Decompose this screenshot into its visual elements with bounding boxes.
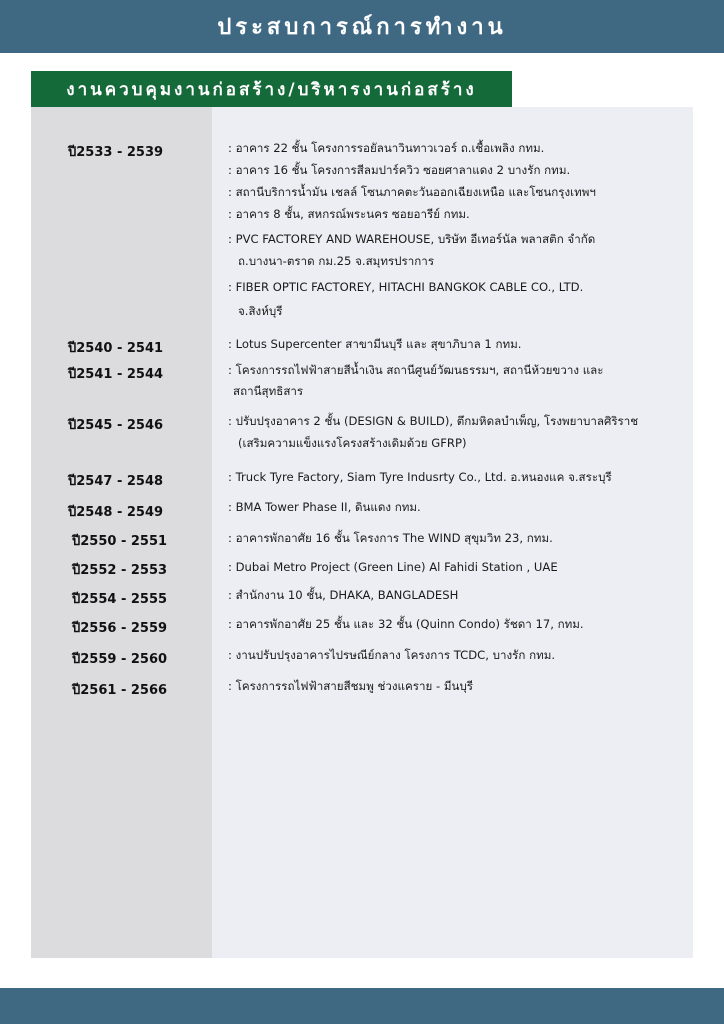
footer-bar (0, 988, 724, 1024)
entry-period: ปี2550 - 2551 (72, 534, 168, 549)
description-line: : FIBER OPTIC FACTOREY, HITACHI BANGKOK CABLE CO., LTD. (228, 280, 584, 294)
entry-description (228, 469, 688, 485)
entry-period: ปี2533 - 2539 (68, 145, 164, 160)
entry-description (228, 362, 688, 399)
entry-description (228, 530, 688, 546)
header-bar (0, 0, 724, 53)
description-line: : Dubai Metro Project (Green Line) Al Fahidi Station , UAE (228, 560, 558, 574)
description-line: สถานีสุทธิสาร (233, 384, 304, 398)
entry-period: ปี2559 - 2560 (72, 652, 168, 667)
section-title: งานควบคุมงานก่อสร้าง/บริหารงานก่อสร้าง (66, 79, 477, 100)
entry-period: ปี2545 - 2546 (68, 418, 164, 433)
description-line: : อาคาร 22 ชั้น โครงการรอยัลนาวินทาวเวอร์ ถ.เชื้อเพลิง กทม. (228, 141, 545, 155)
description-line: : สำนักงาน 10 ชั้น, DHAKA, BANGLADESH (228, 588, 459, 602)
entry-description (228, 559, 688, 575)
page-title: ประสบการณ์การทำงาน (217, 15, 507, 40)
description-line: : สถานีบริการน้ำมัน เชลล์ โซนภาคตะวันออกเฉียงเหนือ และโซนกรุงเทพฯ (228, 185, 596, 199)
description-line: : โครงการรถไฟฟ้าสายสีชมพู ช่วงแคราย - มีนบุรี (228, 679, 474, 693)
entry-description (228, 413, 688, 451)
description-line: : ปรับปรุงอาคาร 2 ชั้น (DESIGN & BUILD), ตึกมหิดลบำเพ็ญ, โรงพยาบาลศิริราช (228, 414, 639, 428)
entry-description (228, 678, 688, 694)
description-line: : Lotus Supercenter สาขามีนบุรี และ สุขาภิบาล 1 กทม. (228, 337, 522, 351)
description-line: : PVC FACTOREY AND WAREHOUSE, บริษัท อีเทอร์นัล พลาสติก จำกัด (228, 232, 596, 246)
description-line: : อาคาร 8 ชั้น, สหกรณ์พระนคร ซอยอารีย์ กทม. (228, 207, 470, 221)
entry-description (228, 587, 688, 603)
description-line: จ.สิงห์บุรี (238, 304, 283, 318)
entry-description (228, 647, 688, 663)
description-line: : อาคารพักอาศัย 16 ชั้น โครงการ The WIND สุขุมวิท 23, กทม. (228, 531, 553, 545)
entry-period: ปี2556 - 2559 (72, 621, 168, 636)
entry-period: ปี2548 - 2549 (68, 505, 164, 520)
section-banner (31, 71, 512, 107)
entry-period: ปี2561 - 2566 (72, 683, 168, 698)
description-line: : งานปรับปรุงอาคารไปรษณีย์กลาง โครงการ TCDC, บางรัก กทม. (228, 648, 556, 662)
description-line: : อาคารพักอาศัย 25 ชั้น และ 32 ชั้น (Quinn Condo) รัชดา 17, กทม. (228, 617, 584, 631)
entry-period: ปี2540 - 2541 (68, 341, 164, 356)
description-line: (เสริมความแข็งแรงโครงสร้างเดิมด้วย GFRP) (238, 436, 467, 450)
description-line: : BMA Tower Phase II, ดินแดง กทม. (228, 500, 421, 514)
entry-description (228, 616, 688, 632)
description-line: : อาคาร 16 ชั้น โครงการสีลมปาร์ควิว ซอยศาลาแดง 2 บางรัก กทม. (228, 163, 571, 177)
entry-description (228, 140, 688, 319)
description-line: : Truck Tyre Factory, Siam Tyre Indusrty Co., Ltd. อ.หนองแค จ.สระบุรี (228, 470, 612, 484)
entry-period: ปี2552 - 2553 (72, 563, 168, 578)
entry-period: ปี2541 - 2544 (68, 367, 164, 382)
description-line: : โครงการรถไฟฟ้าสายสีน้ำเงิน สถานีศูนย์วัฒนธรรมฯ, สถานีห้วยขวาง และ (228, 363, 604, 377)
entry-period: ปี2554 - 2555 (72, 592, 168, 607)
entry-description (228, 336, 688, 352)
entry-description (228, 499, 688, 515)
entry-period: ปี2547 - 2548 (68, 474, 164, 489)
description-line: ถ.บางนา-ตราด กม.25 จ.สมุทรปราการ (238, 254, 435, 268)
